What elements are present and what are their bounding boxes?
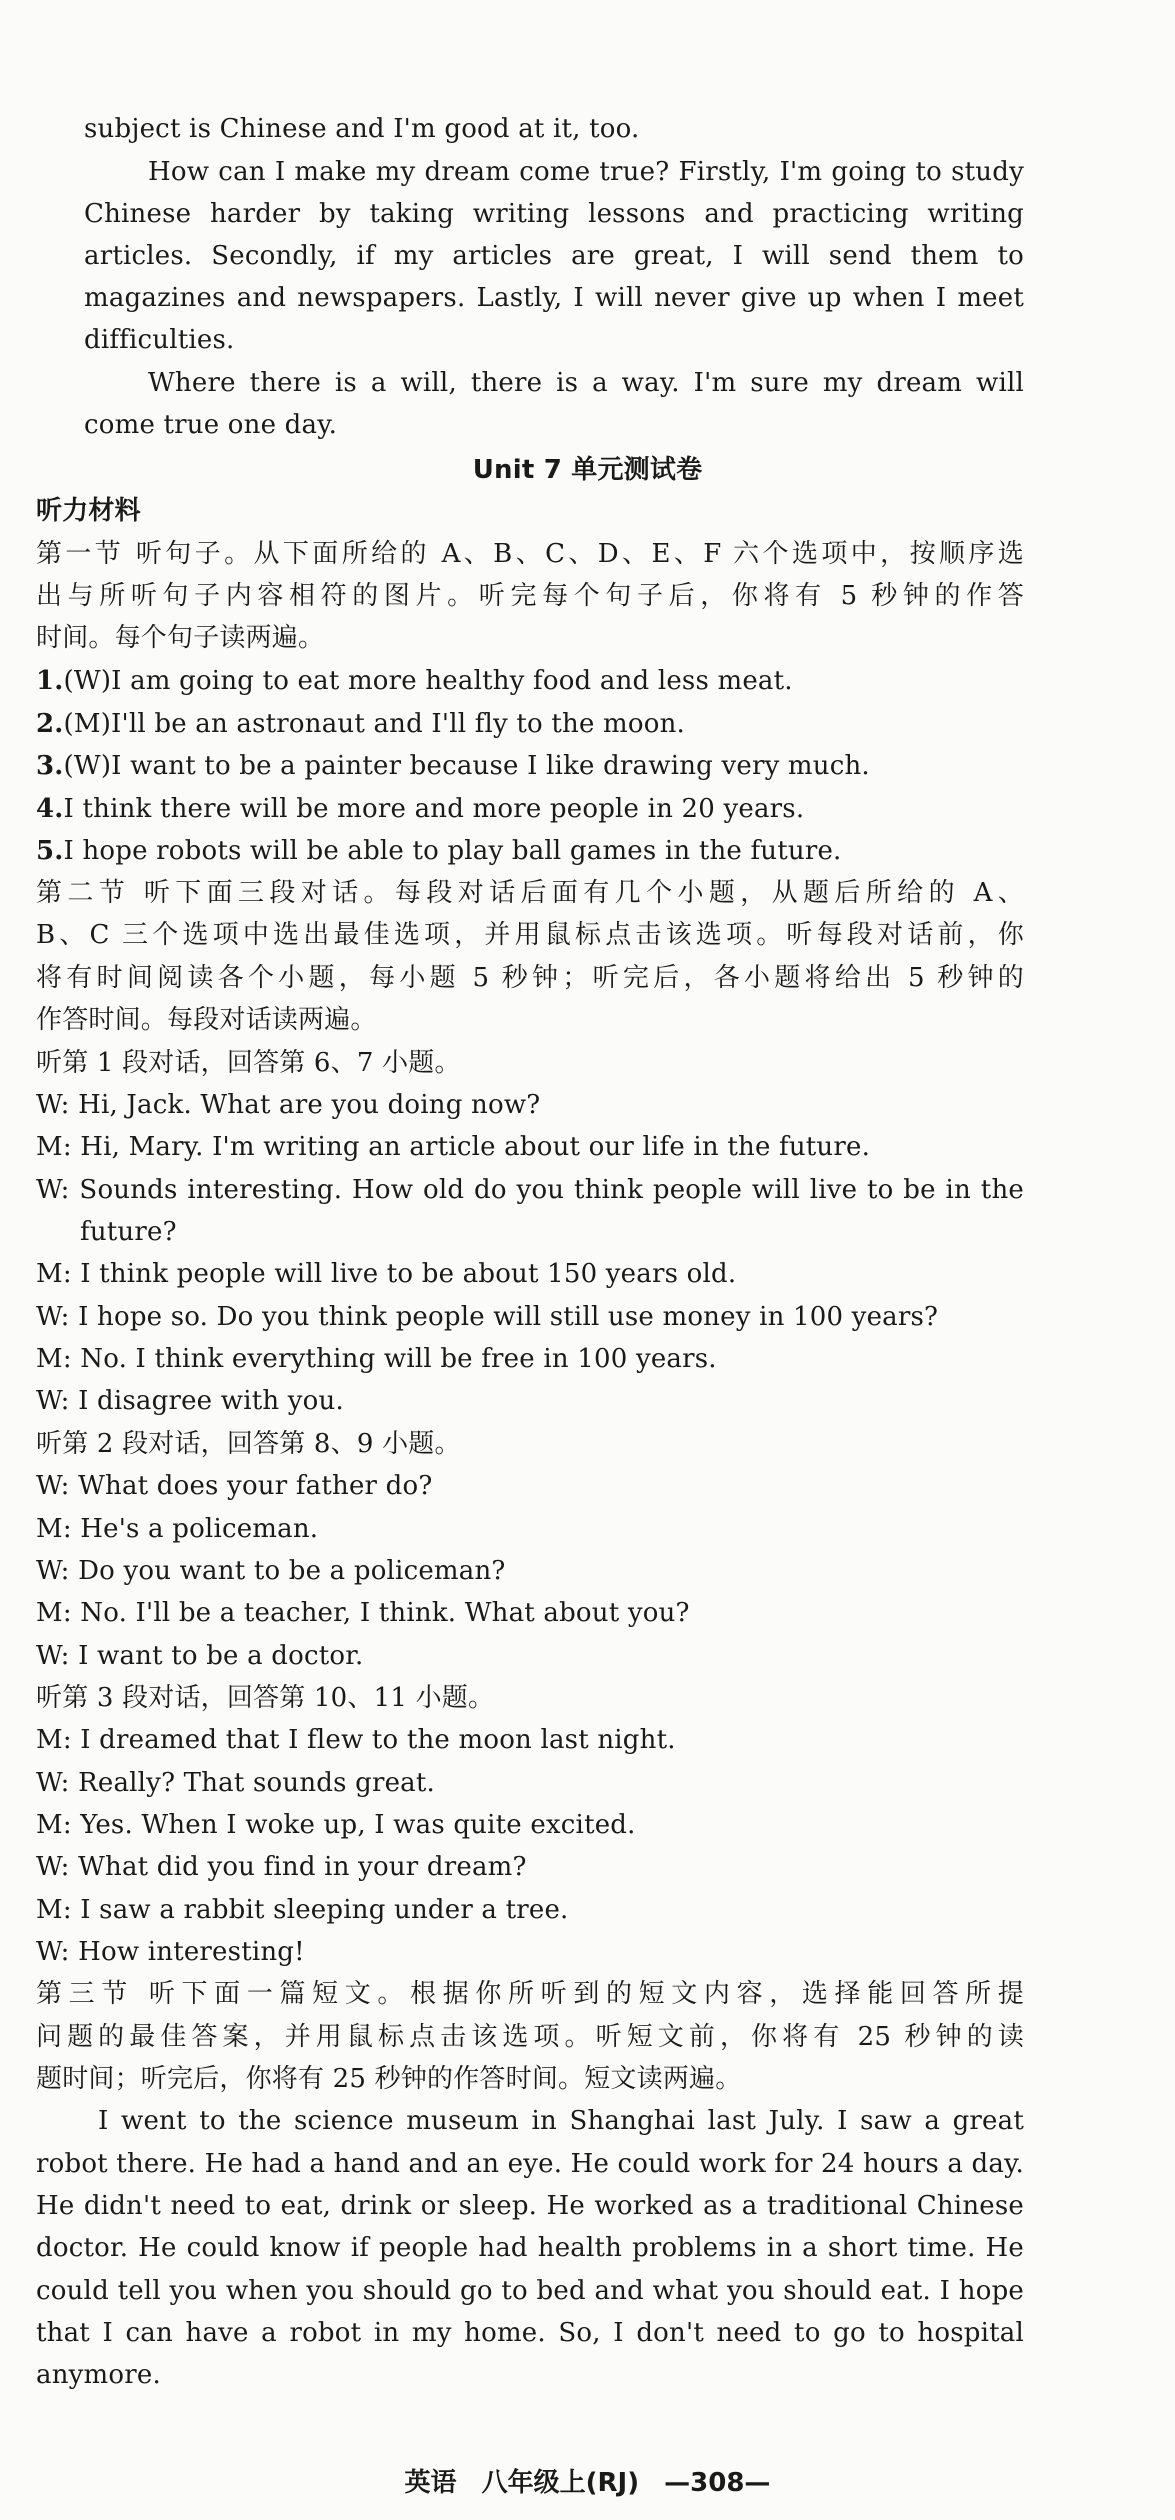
unit-title: Unit 7 单元测试卷 bbox=[472, 455, 703, 485]
dialogue-line: M: I dreamed that I flew to the moon last night. bbox=[36, 1725, 676, 1755]
dialogue-line: W: Sounds interesting. How old do you think people will live to be in the bbox=[36, 1175, 1024, 1205]
instruction-line: B、C 三个选项中选出最佳选项，并用鼠标点击该选项。听每段对话前，你 bbox=[36, 920, 1024, 950]
sentence-item bbox=[36, 664, 793, 698]
sentence-item bbox=[36, 834, 842, 868]
sentence-item bbox=[36, 707, 685, 741]
passage-line: anymore. bbox=[36, 2360, 161, 2390]
dialogue-line: W: Do you want to be a policeman? bbox=[36, 1556, 506, 1586]
dialogue-line: W: What does your father do? bbox=[36, 1471, 433, 1501]
instruction-line: 第三节 听下面一篇短文。根据你所听到的短文内容，选择能回答所提 bbox=[36, 1979, 1024, 2009]
sentence-item bbox=[36, 749, 870, 783]
passage-line: doctor. He could know if people had health problems in a short time. He bbox=[36, 2233, 1024, 2263]
dialogue-line: W: How interesting! bbox=[36, 1937, 305, 1967]
dialogue-line: M: Yes. When I woke up, I was quite excited. bbox=[36, 1810, 636, 1840]
sentence-text: (W)I want to be a painter because I like drawing very much. bbox=[63, 751, 870, 781]
instruction-line: 第一节 听句子。从下面所给的 A、B、C、D、E、F 六个选项中，按顺序选 bbox=[36, 539, 1024, 569]
dialogue-line: M: No. I think everything will be free in 100 years. bbox=[36, 1344, 717, 1374]
dialogue-line: W: I hope so. Do you think people will still use money in 100 years? bbox=[36, 1302, 939, 1332]
page-number: —308— bbox=[664, 2468, 771, 2498]
dialogue-prompt: 听第 2 段对话，回答第 8、9 小题。 bbox=[36, 1429, 461, 1459]
essay-line: subject is Chinese and I'm good at it, too. bbox=[84, 114, 640, 144]
sentence-text: (W)I am going to eat more healthy food and less meat. bbox=[63, 666, 793, 696]
sentence-text: I think there will be more and more people in 20 years. bbox=[63, 794, 805, 824]
sentence-number: 1. bbox=[36, 666, 64, 696]
page-footer bbox=[0, 2462, 1175, 2499]
dialogue-line: W: What did you find in your dream? bbox=[36, 1852, 527, 1882]
instruction-line: 作答时间。每段对话读两遍。 bbox=[36, 1005, 377, 1035]
listening-heading: 听力材料 bbox=[36, 496, 141, 526]
instruction-line: 将有时间阅读各个小题，每小题 5 秒钟；听完后，各小题将给出 5 秒钟的 bbox=[36, 963, 1024, 993]
sentence-number: 5. bbox=[36, 836, 64, 866]
essay-line: difficulties. bbox=[84, 325, 235, 355]
passage-line: robot there. He had a hand and an eye. He could work for 24 hours a day. bbox=[36, 2149, 1024, 2179]
footer-subject: 英语 bbox=[404, 2468, 457, 2498]
dialogue-line: M: He's a policeman. bbox=[36, 1514, 319, 1544]
dialogue-line: M: I saw a rabbit sleeping under a tree. bbox=[36, 1895, 569, 1925]
essay-line: Where there is a will, there is a way. I'm sure my dream will bbox=[148, 368, 1024, 398]
essay-line: come true one day. bbox=[84, 410, 338, 440]
dialogue-line: W: Really? That sounds great. bbox=[36, 1768, 435, 1798]
dialogue-line: W: Hi, Jack. What are you doing now? bbox=[36, 1090, 541, 1120]
instruction-line: 出与所听句子内容相符的图片。听完每个句子后，你将有 5 秒钟的作答 bbox=[36, 581, 1024, 611]
dialogue-line: M: Hi, Mary. I'm writing an article about our life in the future. bbox=[36, 1132, 871, 1162]
instruction-line: 问题的最佳答案，并用鼠标点击该选项。听短文前，你将有 25 秒钟的读 bbox=[36, 2022, 1024, 2052]
essay-line: articles. Secondly, if my articles are great, I will send them to bbox=[84, 241, 1024, 271]
instruction-line: 时间。每个句子读两遍。 bbox=[36, 623, 325, 653]
passage-line: that I can have a robot in my home. So, I don't need to go to hospital bbox=[36, 2318, 1024, 2348]
passage-line: could tell you when you should go to bed and what you should eat. I hope bbox=[36, 2276, 1024, 2306]
dialogue-line: W: I disagree with you. bbox=[36, 1386, 344, 1416]
sentence-number: 3. bbox=[36, 751, 64, 781]
sentence-number: 2. bbox=[36, 709, 64, 739]
footer-grade: 八年级上(RJ) bbox=[481, 2468, 640, 2498]
instruction-line: 第二节 听下面三段对话。每段对话后面有几个小题，从题后所给的 A、 bbox=[36, 878, 1024, 908]
sentence-text: (M)I'll be an astronaut and I'll fly to the moon. bbox=[63, 709, 685, 739]
essay-line: magazines and newspapers. Lastly, I will never give up when I meet bbox=[84, 283, 1024, 313]
dialogue-prompt: 听第 3 段对话，回答第 10、11 小题。 bbox=[36, 1683, 495, 1713]
dialogue-line: W: I want to be a doctor. bbox=[36, 1641, 364, 1671]
essay-line: Chinese harder by taking writing lessons and practicing writing bbox=[84, 199, 1024, 229]
sentence-item bbox=[36, 792, 804, 826]
passage-line: He didn't need to eat, drink or sleep. He worked as a traditional Chinese bbox=[36, 2191, 1024, 2221]
dialogue-line: future? bbox=[80, 1217, 177, 1247]
dialogue-line: M: I think people will live to be about 150 years old. bbox=[36, 1259, 737, 1289]
instruction-line: 题时间；听完后，你将有 25 秒钟的作答时间。短文读两遍。 bbox=[36, 2064, 742, 2094]
sentence-number: 4. bbox=[36, 794, 64, 824]
dialogue-prompt: 听第 1 段对话，回答第 6、7 小题。 bbox=[36, 1048, 461, 1078]
sentence-text: I hope robots will be able to play ball games in the future. bbox=[63, 836, 842, 866]
dialogue-line: M: No. I'll be a teacher, I think. What about you? bbox=[36, 1598, 690, 1628]
essay-line: How can I make my dream come true? Firstly, I'm going to study bbox=[148, 157, 1024, 187]
passage-line: I went to the science museum in Shanghai last July. I saw a great bbox=[98, 2106, 1024, 2136]
